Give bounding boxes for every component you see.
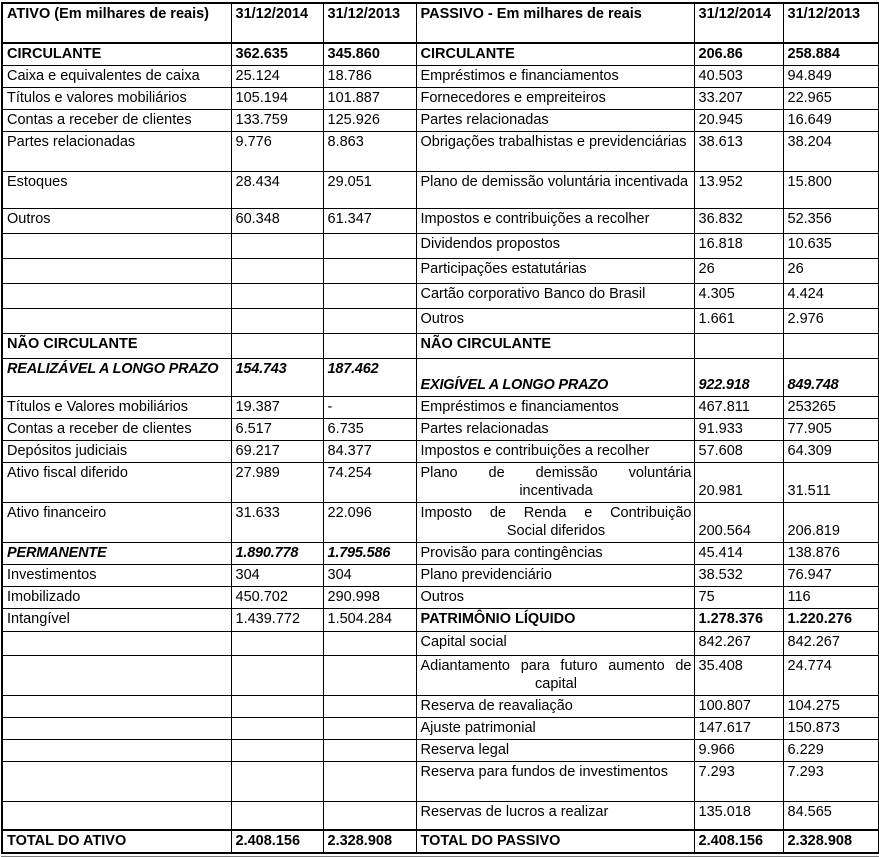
passivo-row-label: Partes relacionadas bbox=[416, 419, 694, 441]
table-row bbox=[2, 209, 879, 234]
passivo-row-label: PASSIVO - Em milhares de reais bbox=[416, 3, 694, 43]
wrapped-label-line-1: Plano de demissão voluntária bbox=[420, 465, 692, 481]
ativo-value-2013 bbox=[323, 259, 416, 284]
passivo-value-2014: 36.832 bbox=[694, 209, 783, 234]
ativo-value-2014: 31/12/2014 bbox=[231, 3, 323, 43]
ativo-value-2014 bbox=[231, 334, 323, 359]
ativo-row-label bbox=[2, 259, 231, 284]
wrapped-label-line-2: capital bbox=[535, 676, 577, 692]
wrapped-label-line-1: Imposto de Renda e Contribuição bbox=[420, 505, 692, 521]
wrapped-label-line-1: Adiantamento para futuro aumento de bbox=[420, 658, 692, 674]
ativo-value-2013: 125.926 bbox=[323, 110, 416, 132]
passivo-value-2014: 147.617 bbox=[694, 718, 783, 740]
passivo-value-2013: 38.204 bbox=[783, 132, 879, 172]
passivo-row-label: EXIGÍVEL A LONGO PRAZO bbox=[416, 359, 694, 397]
passivo-value-2013: 2.328.908 bbox=[783, 830, 879, 853]
passivo-row-label: Plano de demissão voluntária incentivada bbox=[416, 172, 694, 209]
ativo-value-2014 bbox=[231, 762, 323, 802]
passivo-value-2013: 104.275 bbox=[783, 696, 879, 718]
passivo-row-label: NÃO CIRCULANTE bbox=[416, 334, 694, 359]
table-row bbox=[2, 565, 879, 587]
passivo-value-2013: 206.819 bbox=[783, 503, 879, 543]
passivo-value-2014: 135.018 bbox=[694, 802, 783, 830]
ativo-value-2013 bbox=[323, 696, 416, 718]
ativo-value-2014: 1.890.778 bbox=[231, 543, 323, 565]
table-row bbox=[2, 66, 879, 88]
table-row bbox=[2, 259, 879, 284]
passivo-value-2013 bbox=[783, 334, 879, 359]
passivo-value-2013: 15.800 bbox=[783, 172, 879, 209]
ativo-row-label bbox=[2, 696, 231, 718]
passivo-row-label: Outros bbox=[416, 587, 694, 609]
ativo-row-label: Imobilizado bbox=[2, 587, 231, 609]
passivo-value-2013: 52.356 bbox=[783, 209, 879, 234]
ativo-row-label: Caixa e equivalentes de caixa bbox=[2, 66, 231, 88]
ativo-value-2013 bbox=[323, 309, 416, 334]
passivo-value-2014: 100.807 bbox=[694, 696, 783, 718]
ativo-value-2014: 362.635 bbox=[231, 43, 323, 66]
ativo-row-label: REALIZÁVEL A LONGO PRAZO bbox=[2, 359, 231, 397]
ativo-value-2013: 345.860 bbox=[323, 43, 416, 66]
ativo-row-label: CIRCULANTE bbox=[2, 43, 231, 66]
table-row bbox=[2, 718, 879, 740]
passivo-value-2013: 26 bbox=[783, 259, 879, 284]
passivo-row-label: Reserva para fundos de investimentos bbox=[416, 762, 694, 802]
table-row bbox=[2, 656, 879, 696]
ativo-value-2013: 304 bbox=[323, 565, 416, 587]
ativo-value-2014: 154.743 bbox=[231, 359, 323, 397]
passivo-value-2014: 842.267 bbox=[694, 632, 783, 656]
passivo-value-2014: 7.293 bbox=[694, 762, 783, 802]
passivo-value-2014: 45.414 bbox=[694, 543, 783, 565]
ativo-value-2014 bbox=[231, 718, 323, 740]
passivo-row-label: Empréstimos e financiamentos bbox=[416, 397, 694, 419]
passivo-value-2013: 258.884 bbox=[783, 43, 879, 66]
table-row bbox=[2, 696, 879, 718]
passivo-row-label: Impostos e contribuições a recolher bbox=[416, 441, 694, 463]
wrapped-label-line-2: incentivada bbox=[519, 483, 593, 499]
table-row bbox=[2, 309, 879, 334]
table-row bbox=[2, 334, 879, 359]
ativo-value-2013: 8.863 bbox=[323, 132, 416, 172]
ativo-value-2013: 61.347 bbox=[323, 209, 416, 234]
passivo-value-2013: 138.876 bbox=[783, 543, 879, 565]
passivo-value-2013: 2.976 bbox=[783, 309, 879, 334]
passivo-value-2013: 150.873 bbox=[783, 718, 879, 740]
table-body bbox=[2, 3, 879, 853]
table-row bbox=[2, 830, 879, 853]
ativo-row-label: TOTAL DO ATIVO bbox=[2, 830, 231, 853]
table-row bbox=[2, 359, 879, 397]
passivo-value-2014: 57.608 bbox=[694, 441, 783, 463]
ativo-value-2014 bbox=[231, 802, 323, 830]
ativo-value-2014: 304 bbox=[231, 565, 323, 587]
ativo-row-label: PERMANENTE bbox=[2, 543, 231, 565]
passivo-row-label: Reserva legal bbox=[416, 740, 694, 762]
ativo-value-2014 bbox=[231, 632, 323, 656]
ativo-value-2014 bbox=[231, 696, 323, 718]
passivo-row-label: Ajuste patrimonial bbox=[416, 718, 694, 740]
ativo-row-label: ATIVO (Em milhares de reais) bbox=[2, 3, 231, 43]
passivo-value-2014: 467.811 bbox=[694, 397, 783, 419]
passivo-value-2014: 31/12/2014 bbox=[694, 3, 783, 43]
passivo-row-label: Provisão para contingências bbox=[416, 543, 694, 565]
ativo-value-2014 bbox=[231, 309, 323, 334]
ativo-value-2013 bbox=[323, 718, 416, 740]
passivo-row-label bbox=[416, 656, 694, 696]
ativo-value-2013: 2.328.908 bbox=[323, 830, 416, 853]
ativo-value-2013 bbox=[323, 632, 416, 656]
table-row bbox=[2, 543, 879, 565]
passivo-value-2013: 31/12/2013 bbox=[783, 3, 879, 43]
ativo-row-label bbox=[2, 762, 231, 802]
ativo-value-2014: 1.439.772 bbox=[231, 609, 323, 632]
passivo-value-2014: 38.613 bbox=[694, 132, 783, 172]
ativo-row-label bbox=[2, 740, 231, 762]
table-row bbox=[2, 503, 879, 543]
ativo-row-label bbox=[2, 632, 231, 656]
ativo-value-2014: 25.124 bbox=[231, 66, 323, 88]
ativo-value-2014 bbox=[231, 284, 323, 309]
passivo-row-label: Reserva de reavaliação bbox=[416, 696, 694, 718]
ativo-row-label bbox=[2, 656, 231, 696]
ativo-value-2013: 101.887 bbox=[323, 88, 416, 110]
ativo-row-label: Contas a receber de clientes bbox=[2, 419, 231, 441]
table-row bbox=[2, 740, 879, 762]
ativo-row-label: Estoques bbox=[2, 172, 231, 209]
passivo-value-2013: 16.649 bbox=[783, 110, 879, 132]
ativo-value-2013: 22.096 bbox=[323, 503, 416, 543]
table-row bbox=[2, 234, 879, 259]
ativo-value-2013: 1.504.284 bbox=[323, 609, 416, 632]
ativo-value-2013 bbox=[323, 334, 416, 359]
ativo-value-2014 bbox=[231, 259, 323, 284]
ativo-value-2013: 31/12/2013 bbox=[323, 3, 416, 43]
ativo-row-label bbox=[2, 718, 231, 740]
ativo-row-label bbox=[2, 802, 231, 830]
ativo-value-2013: 74.254 bbox=[323, 463, 416, 503]
ativo-row-label: NÃO CIRCULANTE bbox=[2, 334, 231, 359]
ativo-value-2013: 187.462 bbox=[323, 359, 416, 397]
passivo-row-label: Fornecedores e empreiteiros bbox=[416, 88, 694, 110]
table-row bbox=[2, 110, 879, 132]
passivo-value-2013: 94.849 bbox=[783, 66, 879, 88]
passivo-row-label: Empréstimos e financiamentos bbox=[416, 66, 694, 88]
ativo-row-label: Títulos e valores mobiliários bbox=[2, 88, 231, 110]
ativo-row-label: Ativo fiscal diferido bbox=[2, 463, 231, 503]
passivo-value-2014: 20.981 bbox=[694, 463, 783, 503]
passivo-value-2013: 849.748 bbox=[783, 359, 879, 397]
ativo-value-2014 bbox=[231, 656, 323, 696]
passivo-row-label: Impostos e contribuições a recolher bbox=[416, 209, 694, 234]
passivo-value-2014: 20.945 bbox=[694, 110, 783, 132]
ativo-value-2013 bbox=[323, 762, 416, 802]
passivo-row-label: Outros bbox=[416, 309, 694, 334]
passivo-row-label: Cartão corporativo Banco do Brasil bbox=[416, 284, 694, 309]
passivo-row-label: Obrigações trabalhistas e previdenciárias bbox=[416, 132, 694, 172]
passivo-row-label: Dividendos propostos bbox=[416, 234, 694, 259]
passivo-row-label: CIRCULANTE bbox=[416, 43, 694, 66]
passivo-value-2014: 16.818 bbox=[694, 234, 783, 259]
ativo-value-2013 bbox=[323, 234, 416, 259]
passivo-value-2013: 7.293 bbox=[783, 762, 879, 802]
table-row bbox=[2, 587, 879, 609]
passivo-value-2013: 4.424 bbox=[783, 284, 879, 309]
table-row bbox=[2, 762, 879, 802]
ativo-value-2014: 31.633 bbox=[231, 503, 323, 543]
passivo-value-2014: 35.408 bbox=[694, 656, 783, 696]
ativo-value-2013 bbox=[323, 740, 416, 762]
ativo-row-label: Partes relacionadas bbox=[2, 132, 231, 172]
passivo-value-2013: 6.229 bbox=[783, 740, 879, 762]
ativo-row-label: Outros bbox=[2, 209, 231, 234]
passivo-value-2014 bbox=[694, 334, 783, 359]
table-row bbox=[2, 3, 879, 43]
page-bottom-rule bbox=[1, 856, 879, 857]
passivo-row-label: Participações estatutárias bbox=[416, 259, 694, 284]
ativo-value-2014: 450.702 bbox=[231, 587, 323, 609]
passivo-row-label bbox=[416, 463, 694, 503]
ativo-row-label: Intangível bbox=[2, 609, 231, 632]
table-row bbox=[2, 43, 879, 66]
ativo-row-label: Depósitos judiciais bbox=[2, 441, 231, 463]
ativo-row-label: Contas a receber de clientes bbox=[2, 110, 231, 132]
table-row bbox=[2, 88, 879, 110]
passivo-row-label: PATRIMÔNIO LÍQUIDO bbox=[416, 609, 694, 632]
table-row bbox=[2, 441, 879, 463]
ativo-value-2014: 2.408.156 bbox=[231, 830, 323, 853]
ativo-value-2014: 27.989 bbox=[231, 463, 323, 503]
ativo-row-label: Ativo financeiro bbox=[2, 503, 231, 543]
passivo-value-2014: 13.952 bbox=[694, 172, 783, 209]
passivo-value-2013: 84.565 bbox=[783, 802, 879, 830]
ativo-value-2013: 290.998 bbox=[323, 587, 416, 609]
ativo-value-2014: 60.348 bbox=[231, 209, 323, 234]
table-row bbox=[2, 802, 879, 830]
passivo-value-2014: 1.278.376 bbox=[694, 609, 783, 632]
passivo-row-label: Plano previdenciário bbox=[416, 565, 694, 587]
passivo-row-label: Partes relacionadas bbox=[416, 110, 694, 132]
ativo-row-label bbox=[2, 234, 231, 259]
ativo-value-2014 bbox=[231, 740, 323, 762]
passivo-value-2013: 10.635 bbox=[783, 234, 879, 259]
ativo-row-label bbox=[2, 284, 231, 309]
ativo-value-2014: 9.776 bbox=[231, 132, 323, 172]
wrapped-label-line-2: Social diferidos bbox=[506, 523, 606, 539]
ativo-value-2014: 105.194 bbox=[231, 88, 323, 110]
ativo-value-2013 bbox=[323, 284, 416, 309]
table-row bbox=[2, 419, 879, 441]
passivo-value-2014: 26 bbox=[694, 259, 783, 284]
ativo-value-2014: 6.517 bbox=[231, 419, 323, 441]
ativo-row-label: Investimentos bbox=[2, 565, 231, 587]
passivo-value-2013: 253265 bbox=[783, 397, 879, 419]
passivo-value-2013: 1.220.276 bbox=[783, 609, 879, 632]
table-row bbox=[2, 609, 879, 632]
passivo-value-2014: 38.532 bbox=[694, 565, 783, 587]
ativo-value-2014: 69.217 bbox=[231, 441, 323, 463]
ativo-value-2014: 19.387 bbox=[231, 397, 323, 419]
ativo-value-2014 bbox=[231, 234, 323, 259]
passivo-value-2013: 842.267 bbox=[783, 632, 879, 656]
ativo-value-2013: 1.795.586 bbox=[323, 543, 416, 565]
ativo-value-2013: 6.735 bbox=[323, 419, 416, 441]
ativo-value-2013: 84.377 bbox=[323, 441, 416, 463]
ativo-value-2013: 29.051 bbox=[323, 172, 416, 209]
ativo-value-2013: 18.786 bbox=[323, 66, 416, 88]
passivo-value-2014: 1.661 bbox=[694, 309, 783, 334]
table-row bbox=[2, 397, 879, 419]
passivo-row-label: Capital social bbox=[416, 632, 694, 656]
passivo-value-2013: 22.965 bbox=[783, 88, 879, 110]
balance-sheet-table bbox=[1, 2, 879, 854]
ativo-value-2013 bbox=[323, 656, 416, 696]
passivo-value-2013: 116 bbox=[783, 587, 879, 609]
ativo-row-label: Títulos e Valores mobiliários bbox=[2, 397, 231, 419]
passivo-value-2014: 40.503 bbox=[694, 66, 783, 88]
passivo-value-2014: 206.86 bbox=[694, 43, 783, 66]
passivo-value-2014: 33.207 bbox=[694, 88, 783, 110]
passivo-value-2013: 64.309 bbox=[783, 441, 879, 463]
passivo-value-2014: 2.408.156 bbox=[694, 830, 783, 853]
table-row bbox=[2, 132, 879, 172]
ativo-value-2014: 28.434 bbox=[231, 172, 323, 209]
table-row bbox=[2, 463, 879, 503]
passivo-row-label bbox=[416, 503, 694, 543]
passivo-value-2013: 77.905 bbox=[783, 419, 879, 441]
passivo-value-2014: 75 bbox=[694, 587, 783, 609]
passivo-value-2014: 922.918 bbox=[694, 359, 783, 397]
ativo-value-2013 bbox=[323, 802, 416, 830]
ativo-value-2013: - bbox=[323, 397, 416, 419]
table-row bbox=[2, 284, 879, 309]
table-row bbox=[2, 632, 879, 656]
passivo-row-label: Reservas de lucros a realizar bbox=[416, 802, 694, 830]
ativo-value-2014: 133.759 bbox=[231, 110, 323, 132]
passivo-value-2014: 200.564 bbox=[694, 503, 783, 543]
passivo-value-2014: 9.966 bbox=[694, 740, 783, 762]
ativo-row-label bbox=[2, 309, 231, 334]
passivo-value-2013: 24.774 bbox=[783, 656, 879, 696]
passivo-value-2013: 76.947 bbox=[783, 565, 879, 587]
passivo-value-2014: 91.933 bbox=[694, 419, 783, 441]
table-row bbox=[2, 172, 879, 209]
passivo-value-2013: 31.511 bbox=[783, 463, 879, 503]
passivo-row-label: TOTAL DO PASSIVO bbox=[416, 830, 694, 853]
passivo-value-2014: 4.305 bbox=[694, 284, 783, 309]
